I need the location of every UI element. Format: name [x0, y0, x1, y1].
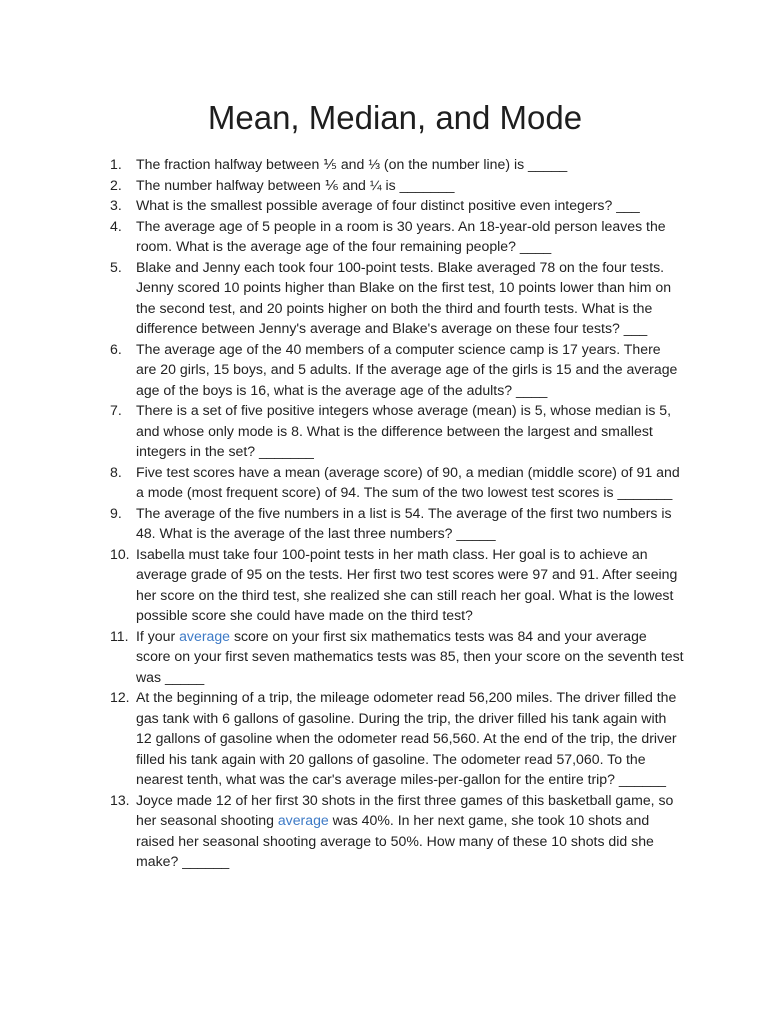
question-2	[110, 175, 684, 196]
question-text: The average of the five numbers in a list is 54. The average of the first two numbers is 48. What is the average of the last three numbers? _____	[136, 504, 672, 541]
question-text: The average age of 5 people in a room is 30 years. An 18-year-old person leaves the room. What is the average age of the four remaining people? ____	[136, 217, 666, 254]
question-number: 1.	[110, 156, 122, 172]
question-text: Isabella must take four 100-point tests in her math class. Her goal is to achieve an average grade of 95 on the tests. Her first two test scores were 97 and 91. After seeing her score on the third test, she realized she can still reach her goal. What is the lowest possible score she could have made on the third test?	[136, 545, 678, 623]
question-number: 12.	[110, 689, 130, 705]
question-number: 4.	[110, 217, 122, 234]
question-number: 13.	[110, 791, 130, 808]
question-6	[110, 339, 684, 401]
question-7	[110, 400, 684, 462]
question-text	[136, 628, 684, 685]
question-number: 8.	[110, 463, 122, 480]
question-text: At the beginning of a trip, the mileage odometer read 56,200 miles. The driver filled the gas tank with 6 gallons of gasoline. During the trip, the driver filled his tank again with 12 gallons of gasoline when the odometer read 56,560. At the end of the trip, the driver filled his tank again with 20 gallons of gasoline. The odometer read 57,060. To the nearest tenth, what was the car's average miles-per-gallon for the entire trip? ______	[136, 689, 677, 787]
question-text: The fraction halfway between ⅕ and ⅓ (on the number line) is _____	[136, 156, 568, 172]
question-9	[110, 503, 684, 544]
question-text: What is the smallest possible average of four distinct positive even integers? ___	[136, 197, 640, 213]
question-number: 2.	[110, 176, 122, 193]
question-number: 10.	[110, 545, 130, 562]
question-11	[110, 626, 684, 688]
question-text-start: Joyce made 12 of her first 30 shots in the first three games of this basketball game, so her seasonal shooting	[136, 791, 674, 828]
question-number: 9.	[110, 504, 122, 521]
question-5	[110, 257, 684, 339]
question-text-end: score on your first six mathematics tests was 84 and your average score on your first seven mathematics tests was 85, then your score on the seventh test was _____	[136, 627, 684, 685]
question-number: 5.	[110, 258, 122, 275]
question-text-start: If your	[136, 627, 180, 644]
question-10	[110, 544, 684, 626]
question-number: 6.	[110, 340, 122, 357]
question-8	[110, 462, 684, 503]
question-text: The average age of the 40 members of a computer science camp is 17 years. There are 20 girls, 15 boys, and 5 adults. If the average age of the girls is 15 and the average age of the boys is 16, what is the average age of the adults? ____	[136, 340, 678, 398]
question-text: The number halfway between ⅙ and ¼ is _______	[136, 176, 455, 193]
question-number: 11.	[110, 627, 129, 644]
question-12	[110, 687, 684, 790]
question-text: Five test scores have a mean (average score) of 90, a median (middle score) of 91 and a mode (most frequent score) of 94. The sum of the two lowest test scores is _______	[136, 463, 680, 500]
question-number: 7.	[110, 402, 122, 418]
question-number: 3.	[110, 197, 122, 213]
page-title: Mean, Median, and Mode	[207, 99, 583, 136]
question-text: There is a set of five positive integers whose average (mean) is 5, whose median is 5, and whose only mode is 8. What is the difference between the largest and smallest integers in the set? _______	[136, 402, 672, 459]
question-3	[110, 195, 684, 216]
question-text	[136, 792, 673, 870]
question-text-end: was 40%. In her next game, she took 10 shots and raised her seasonal shooting average to 50%. How many of these 10 shots did she make? ______	[136, 812, 654, 869]
average-link[interactable]: average	[277, 812, 329, 828]
question-13	[110, 790, 684, 872]
average-link[interactable]: average	[179, 627, 231, 644]
question-4	[110, 216, 684, 257]
question-1	[110, 154, 684, 175]
question-list	[110, 154, 684, 872]
question-text: Blake and Jenny each took four 100-point tests. Blake averaged 78 on the four tests. Jenny scored 10 points higher than Blake on the first test, 10 points lower than him on the second test, and 20 points higher on both the third and fourth tests. What is the difference between Jenny's average and Blake's average on these four tests? ___	[136, 258, 672, 336]
